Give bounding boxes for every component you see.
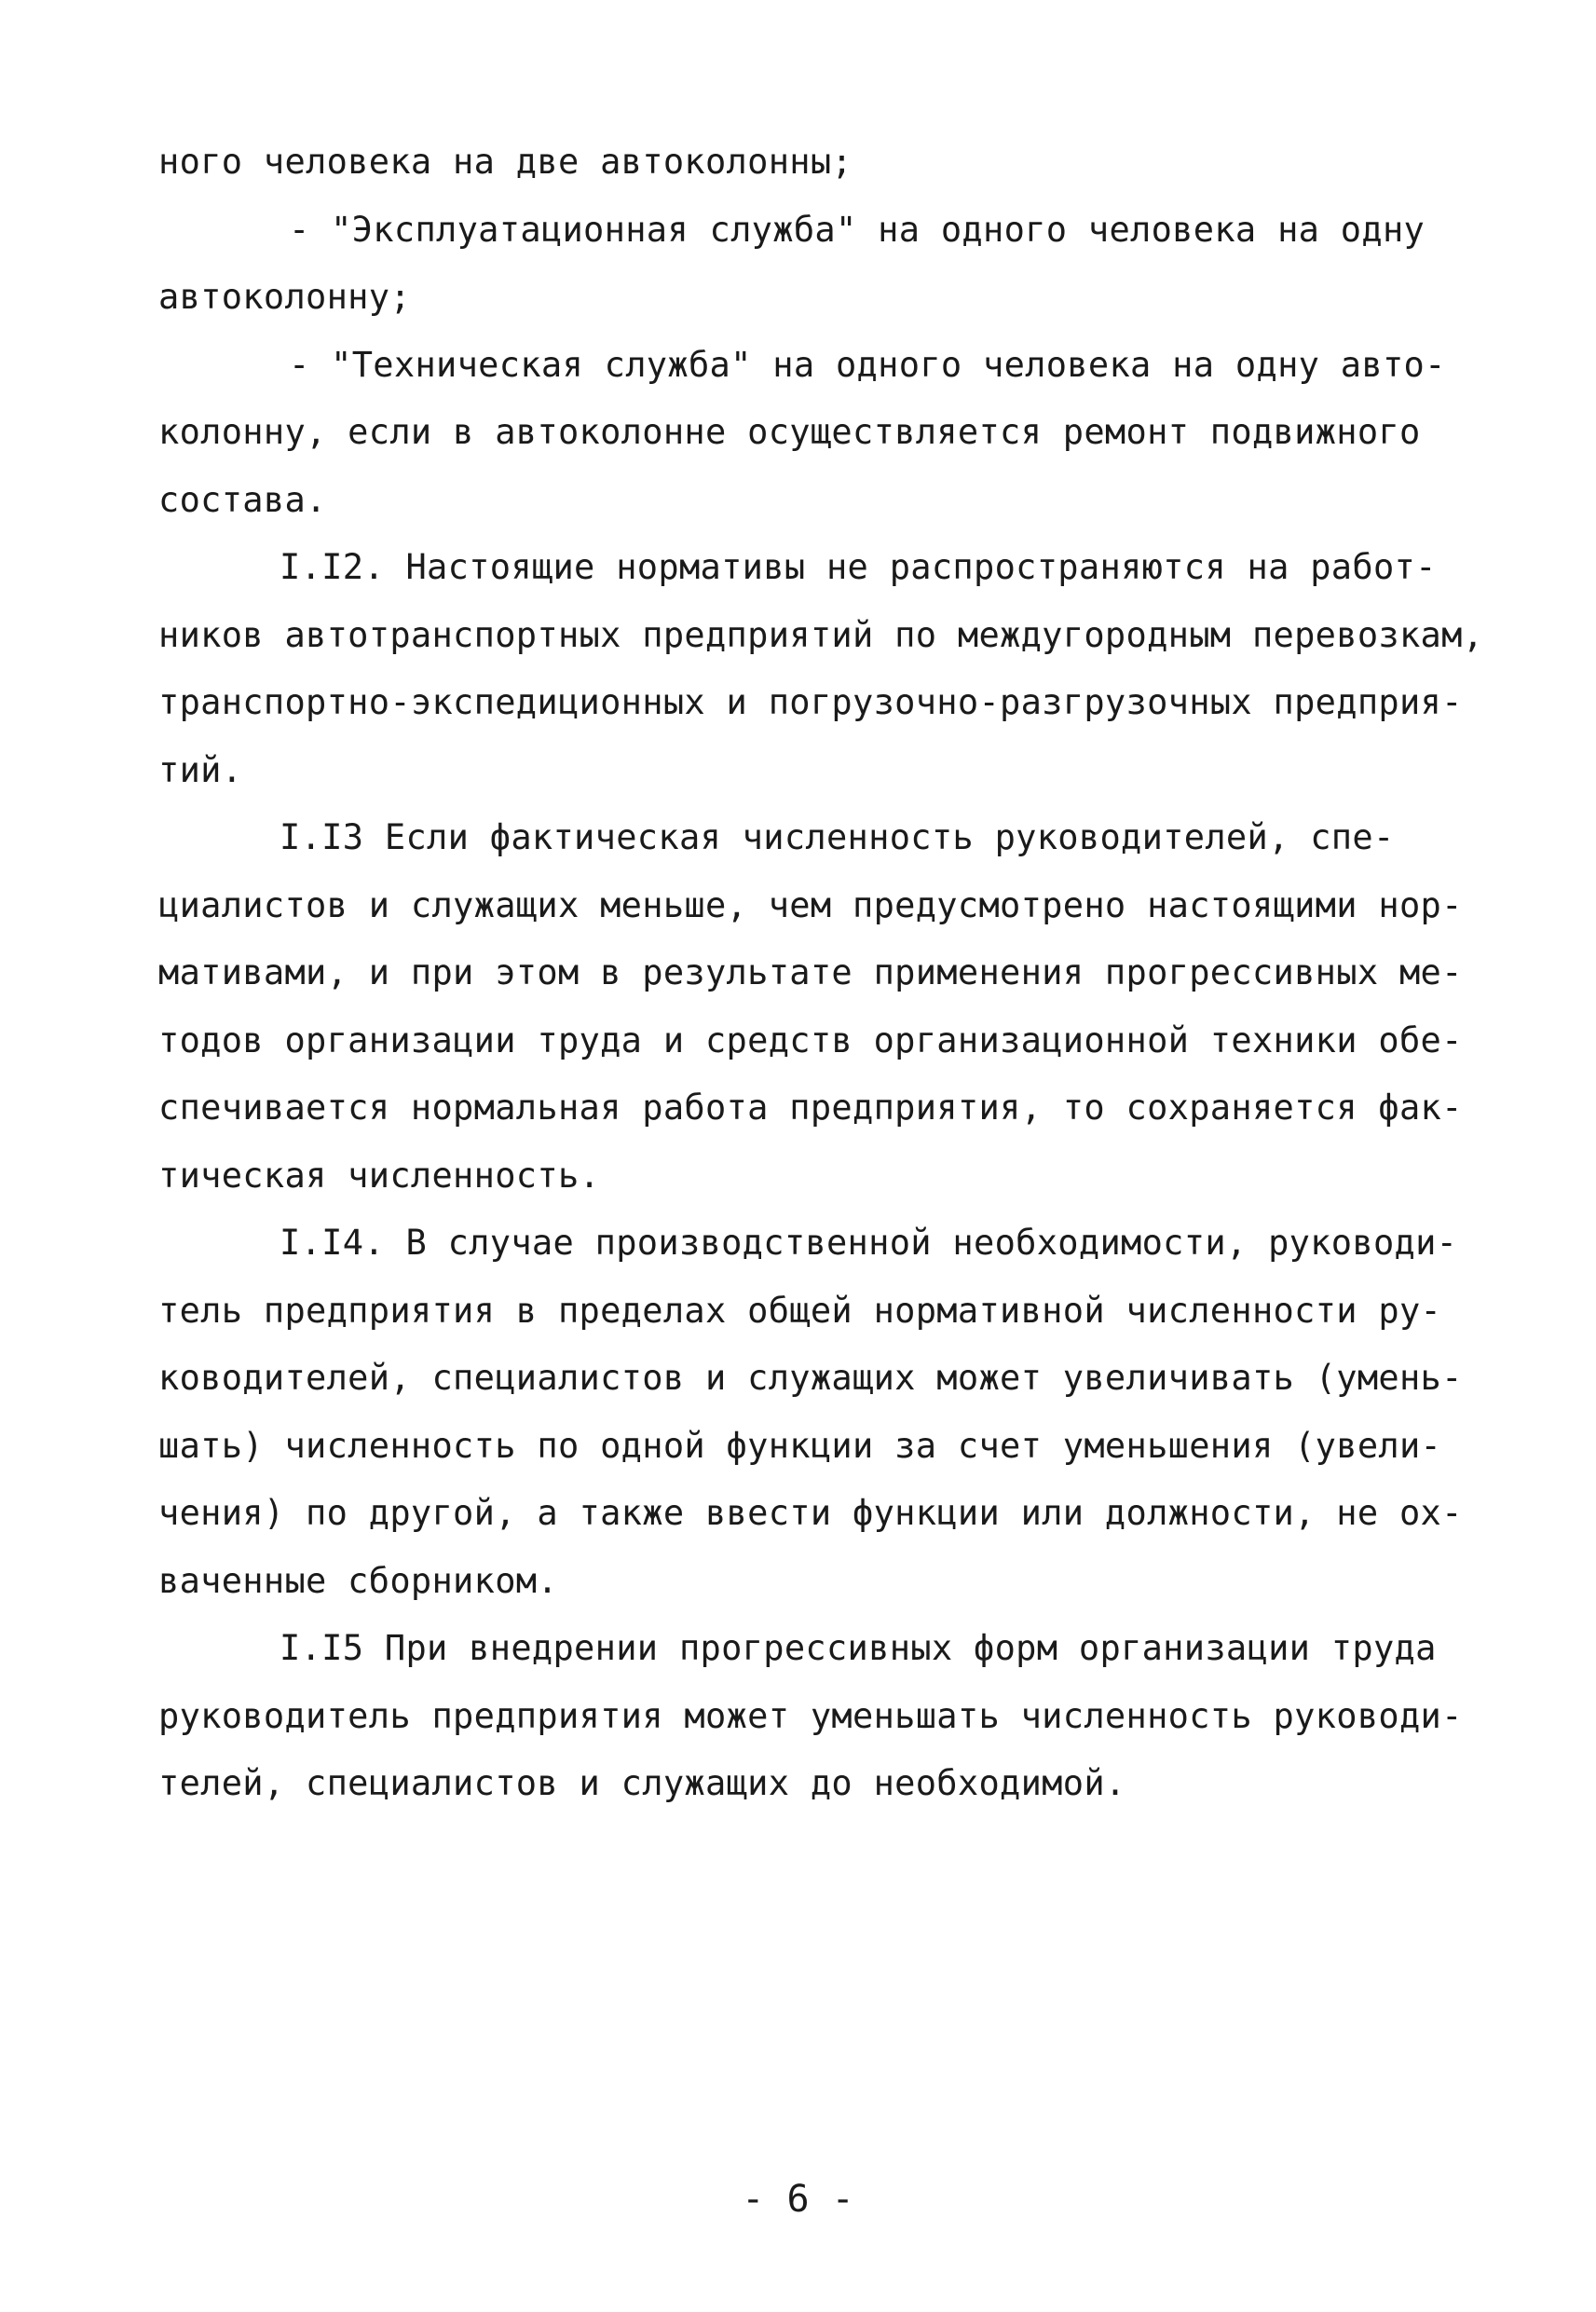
paragraph-start-line: I.I2. Настоящие нормативы не распространяются на работ- — [280, 547, 1437, 587]
body-text — [158, 129, 1484, 1818]
text-line: автоколонну; — [158, 277, 411, 317]
text-line: руководитель предприятия может уменьшать численность руководи- — [158, 1695, 1463, 1736]
text-line: ного человека на две автоколонны; — [158, 142, 853, 182]
text-line: телей, специалистов и служащих до необходимой. — [158, 1763, 1126, 1803]
text-line: мативами, и при этом в результате применения прогрессивных ме- — [158, 952, 1463, 992]
text-line: ководителей, специалистов и служащих может увеличивать (умень- — [158, 1358, 1463, 1398]
text-line: тий. — [158, 749, 243, 790]
text-line: ваченные сборником. — [158, 1560, 558, 1601]
paragraph-start-line: I.I5 При внедрении прогрессивных форм организации труда — [280, 1628, 1437, 1668]
text-line: тодов организации труда и средств организационной техники обе- — [158, 1019, 1463, 1060]
text-line: транспортно-экспедиционных и погрузочно-разгрузочных предприя- — [158, 682, 1463, 722]
text-line: - "Эксплуатационная служба" на одного человека на одну — [289, 209, 1425, 250]
text-line: состава. — [158, 479, 327, 520]
page-number: - 6 - — [742, 2178, 854, 2221]
text-line: тическая численность. — [158, 1155, 601, 1196]
paragraph-start-line: I.I3 Если фактическая численность руководителей, спе- — [280, 817, 1395, 857]
text-line: колонну, если в автоколонне осуществляется ремонт подвижного — [158, 412, 1421, 452]
text-line: спечивается нормальная работа предприятия, то сохраняется фак- — [158, 1088, 1463, 1128]
text-line: - "Техническая служба" на одного человека на одну авто- — [289, 344, 1446, 385]
text-line: циалистов и служащих меньше, чем предусмотрено настоящими нор- — [158, 884, 1463, 925]
text-line: чения) по другой, а также ввести функции или должности, не ох- — [158, 1493, 1463, 1533]
paragraph-start-line: I.I4. В случае производственной необходимости, руководи- — [280, 1223, 1458, 1263]
text-line: ников автотранспортных предприятий по междугородным перевозкам, — [158, 614, 1484, 655]
text-line: тель предприятия в пределах общей нормативной численности ру- — [158, 1290, 1442, 1331]
text-line: шать) численность по одной функции за счет уменьшения (увели- — [158, 1425, 1442, 1466]
